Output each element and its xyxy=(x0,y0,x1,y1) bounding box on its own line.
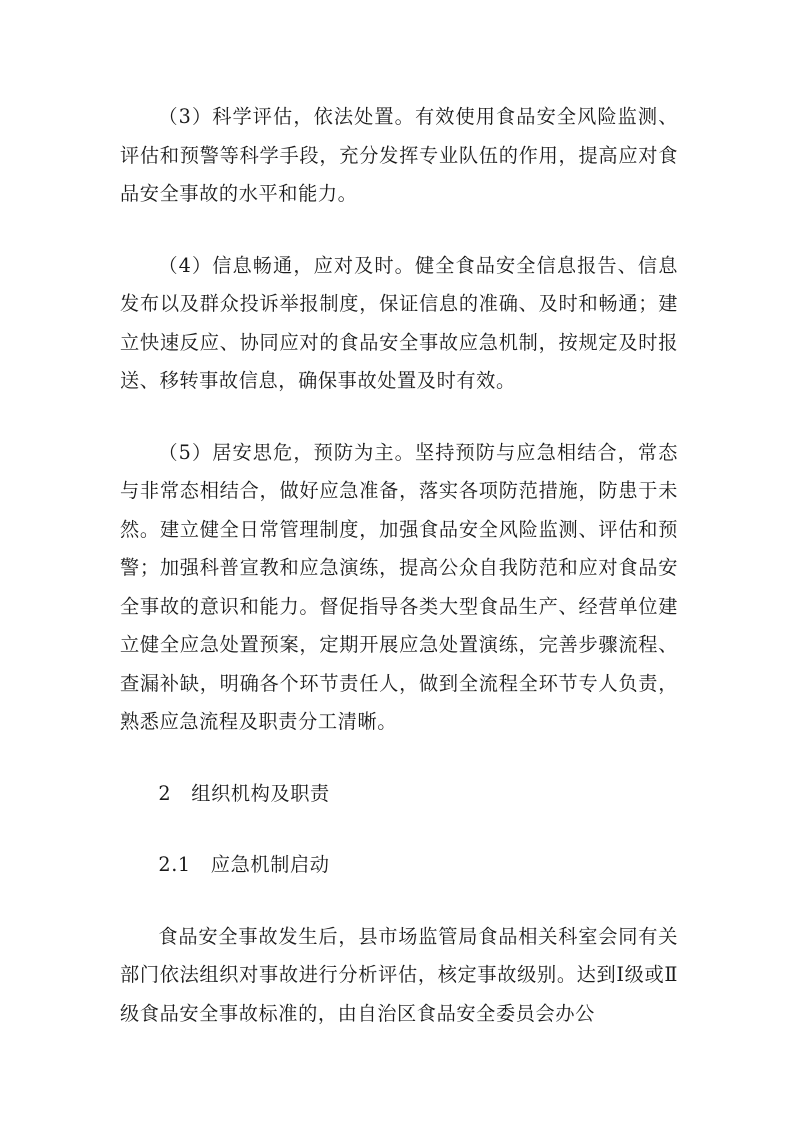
subsection-heading-emergency-start: 2.1 应急机制启动 xyxy=(158,853,330,876)
paragraph-scientific-assessment: （3）科学评估，依法处置。有效使用食品安全风险监测、评估和预警等科学手段，充分发挥专业队伍的作用，提高应对食品安全事故的水平和能力。 xyxy=(120,105,678,205)
section-heading-organization: 2 组织机构及职责 xyxy=(158,781,330,805)
document-page xyxy=(120,98,678,1033)
paragraph-incident-response: 食品安全事故发生后，县市场监管局食品相关科室会同有关部门依法组织对事故进行分析评估，核定事故级别。达到Ⅰ级或Ⅱ级食品安全事故标准的，由自治区食品安全委员会办公 xyxy=(120,924,678,1025)
paragraph-prevention-first: （5）居安思危，预防为主。坚持预防与应急相结合，常态与非常态相结合，做好应急准备，落实各项防范措施，防患于未然。建立健全日常管理制度，加强食品安全风险监测、评估和预警；加强科普宣教和应急演练，提高公众自我防范和应对食品安全事故的意识和能力。督促指导各类大型食品生产、经营单位建立健全应急处置预案，定期开展应急处置演练，完善步骤流程、查漏补缺，明确各个环节责任人，做到全流程全环节专人负责，熟悉应急流程及职责分工清晰。 xyxy=(120,440,678,733)
paragraph-information-flow: （4）信息畅通，应对及时。健全食品安全信息报告、信息发布以及群众投诉举报制度，保证信息的准确、及时和畅通；建立快速反应、协同应对的食品安全事故应急机制，按规定及时报送、移转事故信息，确保事故处置及时有效。 xyxy=(120,253,678,392)
